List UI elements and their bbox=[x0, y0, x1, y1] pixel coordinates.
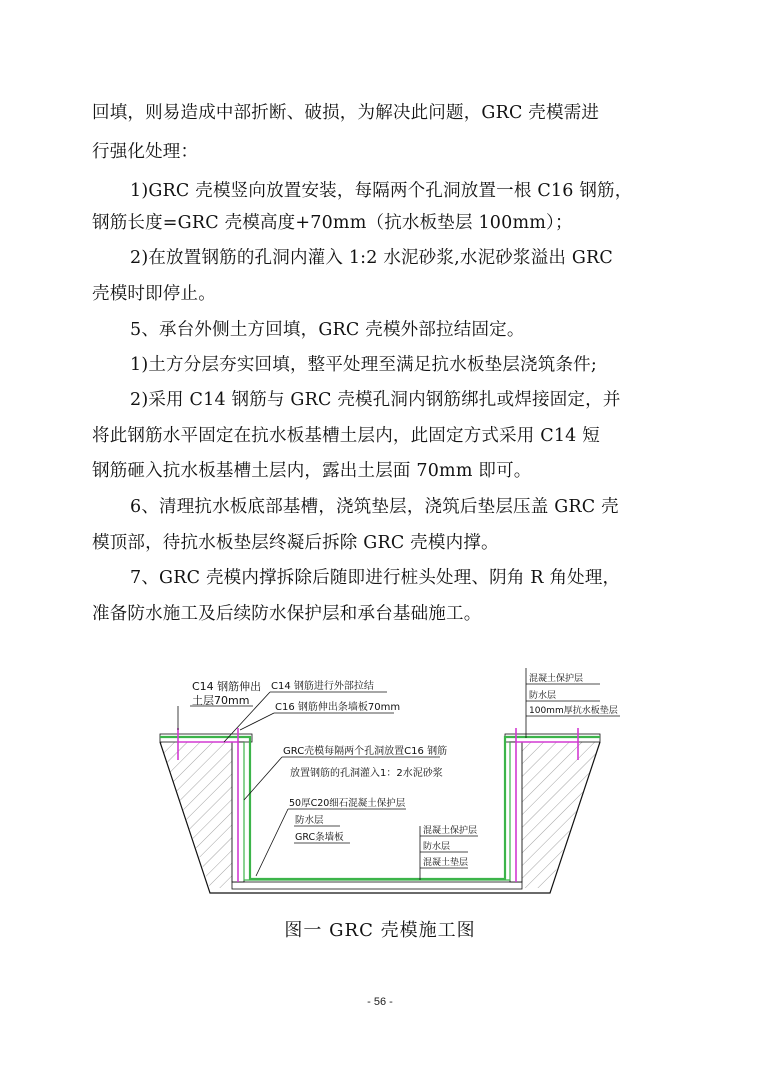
text-line: 行强化处理： bbox=[92, 142, 199, 162]
protect-layer bbox=[244, 742, 510, 880]
label-grc-wall: GRC条墙板 bbox=[295, 832, 344, 843]
text-line: 钢筋长度=GRC 壳模高度+70mm（抗水板垫层 100mm）； bbox=[92, 213, 573, 233]
label-protect-50: 50厚C20细石混凝土保护层 bbox=[289, 798, 406, 809]
label-right-top-3: 100mm厚抗水板垫层 bbox=[529, 706, 618, 716]
text-line: 1)GRC 壳模竖向放置安装，每隔两个孔洞放置一根 C16 钢筋， bbox=[130, 181, 633, 201]
text-line: 1)土方分层夯实回填，整平处理至满足抗水板垫层浇筑条件; bbox=[130, 355, 597, 375]
page-number: - 56 - bbox=[367, 996, 393, 1008]
text-line: 将此钢筋水平固定在抗水板基槽土层内，此固定方式采用 C14 短 bbox=[92, 426, 600, 446]
label-c14-out-1: C14 钢筋伸出 bbox=[192, 680, 262, 693]
label-grc-rebar: GRC壳模每隔两个孔洞放置C16 钢筋 bbox=[283, 746, 448, 757]
label-bottom-3: 混凝土垫层 bbox=[423, 858, 469, 868]
label-right-top-1: 混凝土保护层 bbox=[529, 674, 584, 684]
label-bottom-1: 混凝土保护层 bbox=[423, 826, 478, 836]
text-line: 准备防水施工及后续防水保护层和承台基础施工。 bbox=[92, 604, 482, 624]
label-waterproof-left: 防水层 bbox=[295, 815, 324, 826]
text-line: 2)在放置钢筋的孔洞内灌入 1:2 水泥砂浆,水泥砂浆溢出 GRC bbox=[130, 248, 614, 268]
text-line: 钢筋砸入抗水板基槽土层内，露出土层面 70mm 即可。 bbox=[92, 461, 532, 481]
label-c14-out-2: 土层70mm bbox=[192, 694, 250, 707]
text-line: 2)采用 C14 钢筋与 GRC 壳模孔洞内钢筋绑扎或焊接固定，并 bbox=[130, 390, 621, 410]
text-line: 6、清理抗水板底部基槽，浇筑垫层，浇筑后垫层压盖 GRC 壳 bbox=[130, 497, 619, 517]
label-right-top-2: 防水层 bbox=[529, 691, 557, 701]
label-grout: 放置钢筋的孔洞灌入1：2水泥砂浆 bbox=[290, 768, 443, 779]
text-line: 回填，则易造成中部折断、破损，为解决此问题，GRC 壳模需进 bbox=[92, 103, 600, 123]
figure-caption: 图一 GRC 壳模施工图 bbox=[284, 920, 476, 941]
text-line: 7、GRC 壳模内撑拆除后随即进行桩头处理、阴角 R 角处理， bbox=[130, 568, 621, 588]
label-bottom-2: 防水层 bbox=[423, 842, 451, 852]
soil-right bbox=[522, 742, 600, 888]
text-line: 5、承台外侧土方回填，GRC 壳模外部拉结固定。 bbox=[130, 320, 525, 340]
bottom-cushion bbox=[232, 882, 522, 889]
text-line: 模顶部，待抗水板垫层终凝后拆除 GRC 壳模内撑。 bbox=[92, 533, 499, 553]
label-c16-out: C16 钢筋伸出条墙板70mm bbox=[275, 702, 401, 713]
soil-left bbox=[160, 742, 232, 888]
text-line: 壳模时即停止。 bbox=[92, 284, 216, 304]
label-c14-tie: C14 钢筋进行外部拉结 bbox=[271, 681, 374, 692]
